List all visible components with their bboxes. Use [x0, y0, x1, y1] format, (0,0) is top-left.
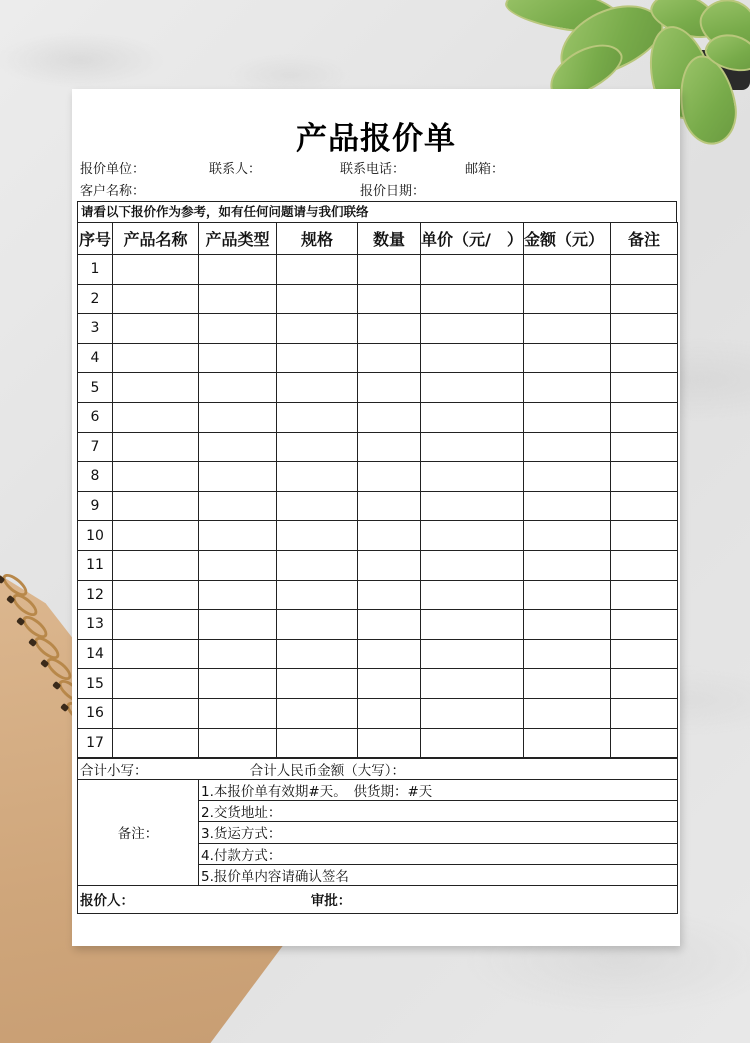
- amount-cell[interactable]: [524, 550, 611, 580]
- row-index-cell: 10: [78, 521, 113, 551]
- row-index-cell: 7: [78, 432, 113, 462]
- remarks-cell[interactable]: [611, 402, 678, 432]
- remarks-cell[interactable]: [611, 521, 678, 551]
- quantity-cell[interactable]: [358, 669, 421, 699]
- spec-cell[interactable]: [277, 610, 358, 640]
- product-type-cell[interactable]: [199, 343, 277, 373]
- table-row: [78, 580, 678, 610]
- row-index-cell: 13: [78, 610, 113, 640]
- product-type-cell[interactable]: [199, 373, 277, 403]
- row-index-cell: 2: [78, 284, 113, 314]
- unit-price-cell[interactable]: [421, 373, 524, 403]
- quote-date-field[interactable]: 报价日期：: [360, 184, 426, 199]
- unit-price-cell[interactable]: [421, 639, 524, 669]
- remark-item-1[interactable]: 1.本报价单有效期#天。 供货期：#天: [199, 780, 678, 801]
- product-name-cell[interactable]: [113, 521, 199, 551]
- col-header-product-name: 产品名称: [113, 223, 199, 255]
- product-name-cell[interactable]: [113, 462, 199, 492]
- spec-cell[interactable]: [277, 550, 358, 580]
- row-index-cell: 5: [78, 373, 113, 403]
- quantity-cell[interactable]: [358, 698, 421, 728]
- product-type-cell[interactable]: [199, 698, 277, 728]
- product-name-cell[interactable]: [113, 698, 199, 728]
- unit-price-cell[interactable]: [421, 462, 524, 492]
- unit-price-cell[interactable]: [421, 255, 524, 285]
- quantity-cell[interactable]: [358, 255, 421, 285]
- col-header-amount: 金额（元）: [524, 223, 611, 255]
- approval-signature-label[interactable]: 审批：: [310, 893, 352, 910]
- quantity-cell[interactable]: [358, 343, 421, 373]
- amount-cell[interactable]: [524, 698, 611, 728]
- unit-price-cell[interactable]: [421, 284, 524, 314]
- remarks-cell[interactable]: [611, 343, 678, 373]
- row-index-cell: 16: [78, 698, 113, 728]
- table-row: [78, 491, 678, 521]
- product-name-cell[interactable]: [113, 728, 199, 758]
- remark-item-4[interactable]: 4.付款方式：: [199, 843, 678, 864]
- remarks-label: 备注：: [78, 780, 199, 886]
- product-type-cell[interactable]: [199, 550, 277, 580]
- document-title: 产品报价单: [296, 121, 456, 157]
- quantity-cell[interactable]: [358, 610, 421, 640]
- amount-cell[interactable]: [524, 580, 611, 610]
- quantity-cell[interactable]: [358, 314, 421, 344]
- unit-price-cell[interactable]: [421, 491, 524, 521]
- amount-cell[interactable]: [524, 639, 611, 669]
- table-row: [78, 521, 678, 551]
- product-type-cell[interactable]: [199, 639, 277, 669]
- amount-cell[interactable]: [524, 255, 611, 285]
- remarks-cell[interactable]: [611, 491, 678, 521]
- remarks-cell[interactable]: [611, 610, 678, 640]
- spec-cell[interactable]: [277, 373, 358, 403]
- amount-cell[interactable]: [524, 373, 611, 403]
- table-row: [78, 462, 678, 492]
- unit-price-cell[interactable]: [421, 521, 524, 551]
- table-row: [78, 550, 678, 580]
- remarks-cell[interactable]: [611, 255, 678, 285]
- remarks-cell[interactable]: [611, 550, 678, 580]
- product-name-cell[interactable]: [113, 255, 199, 285]
- table-row: [78, 698, 678, 728]
- product-name-cell[interactable]: [113, 402, 199, 432]
- product-name-cell[interactable]: [113, 550, 199, 580]
- product-name-cell[interactable]: [113, 580, 199, 610]
- quantity-cell[interactable]: [358, 373, 421, 403]
- amount-cell[interactable]: [524, 432, 611, 462]
- unit-price-cell[interactable]: [421, 402, 524, 432]
- amount-cell[interactable]: [524, 669, 611, 699]
- row-index-cell: 12: [78, 580, 113, 610]
- unit-price-cell[interactable]: [421, 314, 524, 344]
- amount-cell[interactable]: [524, 521, 611, 551]
- table-row: [78, 255, 678, 285]
- product-name-cell[interactable]: [113, 343, 199, 373]
- product-type-cell[interactable]: [199, 669, 277, 699]
- product-type-cell[interactable]: [199, 610, 277, 640]
- product-name-cell[interactable]: [113, 314, 199, 344]
- table-row: [78, 610, 678, 640]
- unit-price-cell[interactable]: [421, 343, 524, 373]
- spec-cell[interactable]: [277, 491, 358, 521]
- product-type-cell[interactable]: [199, 314, 277, 344]
- row-index-cell: 14: [78, 639, 113, 669]
- product-type-cell[interactable]: [199, 580, 277, 610]
- remark-item-5[interactable]: 5.报价单内容请确认签名: [199, 864, 678, 885]
- contact-person-field[interactable]: 联系人：: [209, 162, 262, 177]
- table-row: [78, 314, 678, 344]
- spec-cell[interactable]: [277, 521, 358, 551]
- amount-cell[interactable]: [524, 491, 611, 521]
- remarks-cell[interactable]: [611, 669, 678, 699]
- table-row: [78, 284, 678, 314]
- remarks-cell[interactable]: [611, 314, 678, 344]
- col-header-spec: 规格: [277, 223, 358, 255]
- remarks-cell[interactable]: [611, 432, 678, 462]
- quantity-cell[interactable]: [358, 521, 421, 551]
- remarks-cell[interactable]: [611, 728, 678, 758]
- product-name-cell[interactable]: [113, 284, 199, 314]
- unit-price-cell[interactable]: [421, 550, 524, 580]
- remarks-cell[interactable]: [611, 373, 678, 403]
- product-type-cell[interactable]: [199, 491, 277, 521]
- table-header-row: [78, 223, 678, 255]
- amount-cell[interactable]: [524, 314, 611, 344]
- row-index-cell: 11: [78, 550, 113, 580]
- quantity-cell[interactable]: [358, 550, 421, 580]
- row-index-cell: 9: [78, 491, 113, 521]
- spec-cell[interactable]: [277, 314, 358, 344]
- row-index-cell: 15: [78, 669, 113, 699]
- table-row: [78, 432, 678, 462]
- subtotal-label[interactable]: 合计小写：: [80, 763, 148, 779]
- product-type-cell[interactable]: [199, 402, 277, 432]
- row-index-cell: 3: [78, 314, 113, 344]
- col-header-remarks: 备注: [611, 223, 678, 255]
- remark-item-3[interactable]: 3.货运方式：: [199, 822, 678, 843]
- spec-cell[interactable]: [277, 255, 358, 285]
- remark-item-2[interactable]: 2.交货地址：: [199, 801, 678, 822]
- customer-name-field[interactable]: 客户名称：: [80, 184, 146, 199]
- table-row: [78, 373, 678, 403]
- remarks-cell[interactable]: [611, 698, 678, 728]
- remarks-cell[interactable]: [611, 462, 678, 492]
- spec-cell[interactable]: [277, 462, 358, 492]
- amount-cell[interactable]: [524, 343, 611, 373]
- row-index-cell: 1: [78, 255, 113, 285]
- amount-cell[interactable]: [524, 284, 611, 314]
- row-index-cell: 4: [78, 343, 113, 373]
- remarks-cell[interactable]: [611, 580, 678, 610]
- product-type-cell[interactable]: [199, 255, 277, 285]
- spec-cell[interactable]: [277, 698, 358, 728]
- col-header-unit-price: 单价（元/ ）: [421, 223, 524, 255]
- table-row: [78, 728, 678, 758]
- quantity-cell[interactable]: [358, 728, 421, 758]
- col-header-index: 序号: [78, 223, 113, 255]
- col-header-quantity: 数量: [358, 223, 421, 255]
- remarks-cell[interactable]: [611, 284, 678, 314]
- totals-row: [78, 759, 678, 780]
- product-name-cell[interactable]: [113, 432, 199, 462]
- email-field[interactable]: 邮箱：: [465, 162, 505, 177]
- summary-table: [77, 758, 678, 914]
- product-type-cell[interactable]: [199, 462, 277, 492]
- unit-price-cell[interactable]: [421, 698, 524, 728]
- quoter-signature-label[interactable]: 报价人：: [80, 893, 134, 910]
- product-name-cell[interactable]: [113, 610, 199, 640]
- spec-cell[interactable]: [277, 343, 358, 373]
- contact-phone-field[interactable]: 联系电话：: [340, 162, 406, 177]
- product-name-cell[interactable]: [113, 373, 199, 403]
- product-type-cell[interactable]: [199, 432, 277, 462]
- spec-cell[interactable]: [277, 402, 358, 432]
- quantity-cell[interactable]: [358, 432, 421, 462]
- spec-cell[interactable]: [277, 432, 358, 462]
- amount-cell[interactable]: [524, 728, 611, 758]
- quantity-cell[interactable]: [358, 462, 421, 492]
- product-type-cell[interactable]: [199, 728, 277, 758]
- quantity-cell[interactable]: [358, 639, 421, 669]
- product-name-cell[interactable]: [113, 491, 199, 521]
- quantity-cell[interactable]: [358, 580, 421, 610]
- quantity-cell[interactable]: [358, 491, 421, 521]
- product-table: [77, 222, 678, 758]
- quoting-company-field[interactable]: 报价单位：: [80, 162, 146, 177]
- quantity-cell[interactable]: [358, 402, 421, 432]
- table-row: [78, 343, 678, 373]
- spec-cell[interactable]: [277, 669, 358, 699]
- remark-row: [78, 780, 678, 801]
- product-name-cell[interactable]: [113, 639, 199, 669]
- amount-cell[interactable]: [524, 462, 611, 492]
- notice-banner: 请看以下报价作为参考，如有任何问题请与我们联络: [77, 201, 677, 222]
- product-type-cell[interactable]: [199, 521, 277, 551]
- col-header-product-type: 产品类型: [199, 223, 277, 255]
- product-type-cell[interactable]: [199, 284, 277, 314]
- product-name-cell[interactable]: [113, 669, 199, 699]
- remarks-cell[interactable]: [611, 639, 678, 669]
- table-row: [78, 669, 678, 699]
- unit-price-cell[interactable]: [421, 610, 524, 640]
- row-index-cell: 17: [78, 728, 113, 758]
- total-rmb-label[interactable]: 合计人民币金额（大写）：: [249, 763, 406, 779]
- amount-cell[interactable]: [524, 402, 611, 432]
- unit-price-cell[interactable]: [421, 669, 524, 699]
- spec-cell[interactable]: [277, 580, 358, 610]
- unit-price-cell[interactable]: [421, 728, 524, 758]
- row-index-cell: 8: [78, 462, 113, 492]
- amount-cell[interactable]: [524, 610, 611, 640]
- quotation-sheet: [72, 89, 680, 946]
- signature-row: [78, 885, 678, 913]
- table-row: [78, 402, 678, 432]
- spec-cell[interactable]: [277, 284, 358, 314]
- spec-cell[interactable]: [277, 728, 358, 758]
- unit-price-cell[interactable]: [421, 580, 524, 610]
- spec-cell[interactable]: [277, 639, 358, 669]
- unit-price-cell[interactable]: [421, 432, 524, 462]
- row-index-cell: 6: [78, 402, 113, 432]
- quantity-cell[interactable]: [358, 284, 421, 314]
- table-row: [78, 639, 678, 669]
